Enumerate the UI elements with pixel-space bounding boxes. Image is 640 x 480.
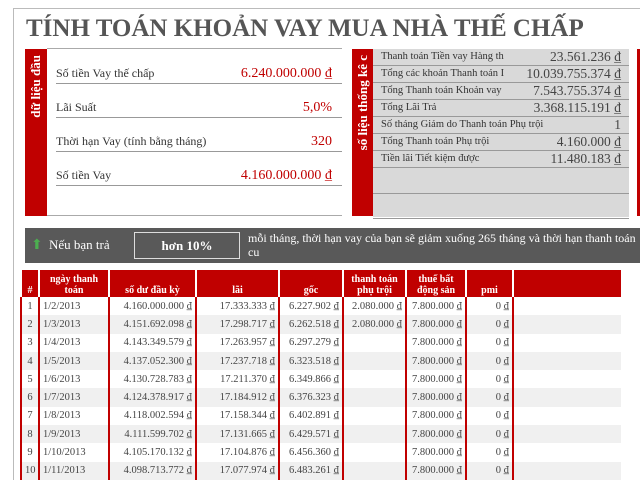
input-value[interactable]: 6.240.000.000 ₫ (240, 66, 332, 81)
table-cell[interactable]: 1/2/2013 (39, 297, 109, 315)
table-row (21, 334, 621, 352)
input-label: Số tiền Vay thế chấp (56, 66, 155, 80)
stats-panel (373, 49, 629, 217)
table-cell[interactable]: 7 (21, 407, 39, 425)
banner-prefix: Nếu bạn trả (49, 237, 110, 252)
table-cell[interactable]: 10 (21, 462, 39, 480)
table-row (21, 425, 621, 443)
table-cell[interactable]: 6.349.866 ₫ (279, 370, 343, 388)
table-cell[interactable]: 7.800.000 ₫ (406, 407, 466, 425)
input-row (56, 118, 342, 152)
column-header[interactable]: thuế bất động sản (406, 270, 466, 297)
stats-row (373, 100, 629, 117)
table-cell[interactable]: 1 (21, 297, 39, 315)
table-cell[interactable] (513, 443, 621, 461)
table-cell[interactable]: 17.298.717 ₫ (196, 315, 279, 333)
table-cell[interactable]: 6.297.279 ₫ (279, 334, 343, 352)
column-header[interactable]: thanh toán phụ trội (343, 270, 406, 297)
stats-row (373, 49, 629, 66)
table-cell[interactable]: 6.323.518 ₫ (279, 352, 343, 370)
table-cell[interactable]: 7.800.000 ₫ (406, 297, 466, 315)
stats-label: Tổng Lãi Trả (381, 102, 437, 113)
stats-empty-row (373, 194, 629, 219)
input-panel (47, 48, 342, 216)
table-cell[interactable]: 4.111.599.702 ₫ (109, 425, 196, 443)
table-cell[interactable]: 0 ₫ (466, 334, 513, 352)
stats-row (373, 151, 629, 168)
table-cell[interactable]: 1/11/2013 (39, 462, 109, 480)
table-cell[interactable]: 4.130.728.783 ₫ (109, 370, 196, 388)
stats-empty-row (373, 168, 629, 194)
table-cell[interactable]: 17.158.344 ₫ (196, 407, 279, 425)
table-cell[interactable] (343, 370, 406, 388)
table-cell[interactable]: 9 (21, 443, 39, 461)
table-cell[interactable]: 4.137.052.300 ₫ (109, 352, 196, 370)
table-cell[interactable]: 4.105.170.132 ₫ (109, 443, 196, 461)
stats-label: Tổng các khoản Thanh toán I (381, 68, 505, 79)
table-cell[interactable]: 1/10/2013 (39, 443, 109, 461)
input-row (56, 50, 342, 84)
table-row (21, 407, 621, 425)
input-value[interactable]: 320 (311, 134, 332, 149)
input-label: Thời hạn Vay (tính bằng tháng) (56, 134, 207, 148)
table-cell[interactable] (343, 352, 406, 370)
table-cell[interactable]: 0 ₫ (466, 443, 513, 461)
page-title: TÍNH TOÁN KHOẢN VAY MUA NHÀ THẾ CHẤP (26, 15, 584, 42)
table-cell[interactable]: 6.429.571 ₫ (279, 425, 343, 443)
table-cell[interactable]: 2 (21, 315, 39, 333)
table-cell[interactable]: 17.104.876 ₫ (196, 443, 279, 461)
table-cell[interactable]: 17.077.974 ₫ (196, 462, 279, 480)
table-cell[interactable]: 0 ₫ (466, 297, 513, 315)
table-row (21, 352, 621, 370)
table-cell[interactable]: 7.800.000 ₫ (406, 315, 466, 333)
column-header[interactable]: số dư đầu kỳ (109, 270, 196, 297)
input-label: Lãi Suất (56, 100, 97, 114)
table-cell[interactable]: 6.262.518 ₫ (279, 315, 343, 333)
input-row (56, 84, 342, 118)
table-cell[interactable] (513, 388, 621, 406)
table-cell[interactable] (513, 462, 621, 480)
stats-value: 11.480.183 ₫ (550, 151, 621, 166)
table-cell[interactable]: 4.098.713.772 ₫ (109, 462, 196, 480)
table-cell[interactable]: 6 (21, 388, 39, 406)
stats-label: Tổng Thanh toán Phụ trội (381, 136, 490, 147)
table-cell[interactable]: 1/7/2013 (39, 388, 109, 406)
table-cell[interactable]: 1/5/2013 (39, 352, 109, 370)
arrow-up-icon: ⬆ (31, 238, 43, 253)
table-cell[interactable]: 2.080.000 ₫ (343, 315, 406, 333)
amortization-table (20, 270, 621, 480)
table-cell[interactable]: 4.160.000.000 ₫ (109, 297, 196, 315)
table-cell[interactable]: 4.124.378.917 ₫ (109, 388, 196, 406)
table-cell[interactable] (343, 425, 406, 443)
input-panel-label: dữ liệu đầu (25, 49, 47, 216)
table-cell[interactable]: 2.080.000 ₫ (343, 297, 406, 315)
table-row (21, 315, 621, 333)
table-cell[interactable]: 0 ₫ (466, 315, 513, 333)
table-cell[interactable]: 1/3/2013 (39, 315, 109, 333)
table-cell[interactable]: 6.456.360 ₫ (279, 443, 343, 461)
table-cell[interactable]: 5 (21, 370, 39, 388)
stats-value: 3.368.115.191 ₫ (533, 100, 621, 115)
table-cell[interactable] (343, 462, 406, 480)
table-cell[interactable]: 0 ₫ (466, 462, 513, 480)
table-cell[interactable]: 7.800.000 ₫ (406, 388, 466, 406)
input-value[interactable]: 5,0% (302, 100, 332, 115)
table-cell[interactable]: 7.800.000 ₫ (406, 443, 466, 461)
column-header[interactable]: # (21, 270, 39, 297)
table-cell[interactable]: 6.402.891 ₫ (279, 407, 343, 425)
table-cell[interactable]: 4 (21, 352, 39, 370)
stats-value: 4.160.000 ₫ (556, 134, 621, 149)
banner-suffix: mỗi tháng, thời hạn vay của bạn sẽ giảm xuống 265 tháng và thời hạn thanh toán cu (248, 231, 636, 259)
stats-label: Tiền lãi Tiết kiệm được (381, 153, 480, 164)
table-cell[interactable]: 4.118.002.594 ₫ (109, 407, 196, 425)
table-cell[interactable]: 0 ₫ (466, 425, 513, 443)
table-cell[interactable] (343, 334, 406, 352)
extra-payment-input[interactable]: hơn 10% (134, 232, 240, 259)
extra-payment-banner (25, 228, 640, 263)
input-value[interactable]: 4.160.000.000 ₫ (240, 168, 332, 183)
table-cell[interactable]: 17.131.665 ₫ (196, 425, 279, 443)
table-cell[interactable]: 7.800.000 ₫ (406, 370, 466, 388)
stats-row (373, 117, 629, 134)
table-cell[interactable]: 0 ₫ (466, 388, 513, 406)
column-header[interactable]: gốc (279, 270, 343, 297)
table-cell[interactable] (513, 425, 621, 443)
table-cell[interactable]: 0 ₫ (466, 407, 513, 425)
table-cell[interactable] (513, 334, 621, 352)
table-cell[interactable] (343, 388, 406, 406)
stats-label: Thanh toán Tiền vay Hàng th (381, 51, 504, 62)
table-row (21, 388, 621, 406)
table-cell[interactable]: 0 ₫ (466, 370, 513, 388)
table-cell[interactable] (513, 297, 621, 315)
stats-label: Số tháng Giảm do Thanh toán Phụ trội (381, 119, 544, 130)
table-row (21, 443, 621, 461)
stats-row (373, 83, 629, 100)
table-cell[interactable]: 7.800.000 ₫ (406, 462, 466, 480)
table-cell[interactable]: 17.184.912 ₫ (196, 388, 279, 406)
table-cell[interactable]: 1/6/2013 (39, 370, 109, 388)
input-row (56, 152, 342, 186)
table-cell[interactable] (513, 315, 621, 333)
column-header[interactable]: ngày thanh toán (39, 270, 109, 297)
table-cell[interactable]: 17.237.718 ₫ (196, 352, 279, 370)
table-cell[interactable]: 3 (21, 334, 39, 352)
table-cell[interactable]: 17.263.957 ₫ (196, 334, 279, 352)
stats-row (373, 66, 629, 83)
stats-label: Tổng Thanh toán Khoản vay (381, 85, 502, 96)
table-cell[interactable]: 8 (21, 425, 39, 443)
table-cell[interactable]: 4.143.349.579 ₫ (109, 334, 196, 352)
stats-panel-label: số liệu thống kê c (352, 49, 373, 216)
table-cell[interactable]: 1/8/2013 (39, 407, 109, 425)
input-label: Số tiền Vay (56, 168, 112, 182)
table-cell[interactable] (343, 443, 406, 461)
stats-value: 7.543.755.374 ₫ (533, 83, 621, 98)
table-cell[interactable]: 4.151.692.098 ₫ (109, 315, 196, 333)
column-header[interactable]: pmi (466, 270, 513, 297)
table-cell[interactable] (513, 352, 621, 370)
table-cell[interactable]: 1/9/2013 (39, 425, 109, 443)
table-row (21, 462, 621, 480)
table-cell[interactable]: 1/4/2013 (39, 334, 109, 352)
table-cell[interactable]: 6.483.261 ₫ (279, 462, 343, 480)
stats-value: 10.039.755.374 ₫ (526, 66, 621, 81)
table-cell[interactable]: 17.333.333 ₫ (196, 297, 279, 315)
stats-row (373, 134, 629, 151)
table-cell[interactable] (343, 407, 406, 425)
table-cell[interactable]: 6.227.902 ₫ (279, 297, 343, 315)
table-row (21, 297, 621, 315)
table-cell[interactable] (513, 407, 621, 425)
table-cell[interactable] (513, 370, 621, 388)
table-cell[interactable]: 17.211.370 ₫ (196, 370, 279, 388)
column-header[interactable] (513, 270, 621, 297)
table-row (21, 370, 621, 388)
table-cell[interactable]: 7.800.000 ₫ (406, 334, 466, 352)
column-header[interactable]: lãi (196, 270, 279, 297)
stats-value: 1 (614, 117, 621, 132)
stats-value: 23.561.236 ₫ (549, 49, 621, 64)
table-cell[interactable]: 0 ₫ (466, 352, 513, 370)
table-cell[interactable]: 7.800.000 ₫ (406, 425, 466, 443)
table-cell[interactable]: 6.376.323 ₫ (279, 388, 343, 406)
table-cell[interactable]: 7.800.000 ₫ (406, 352, 466, 370)
